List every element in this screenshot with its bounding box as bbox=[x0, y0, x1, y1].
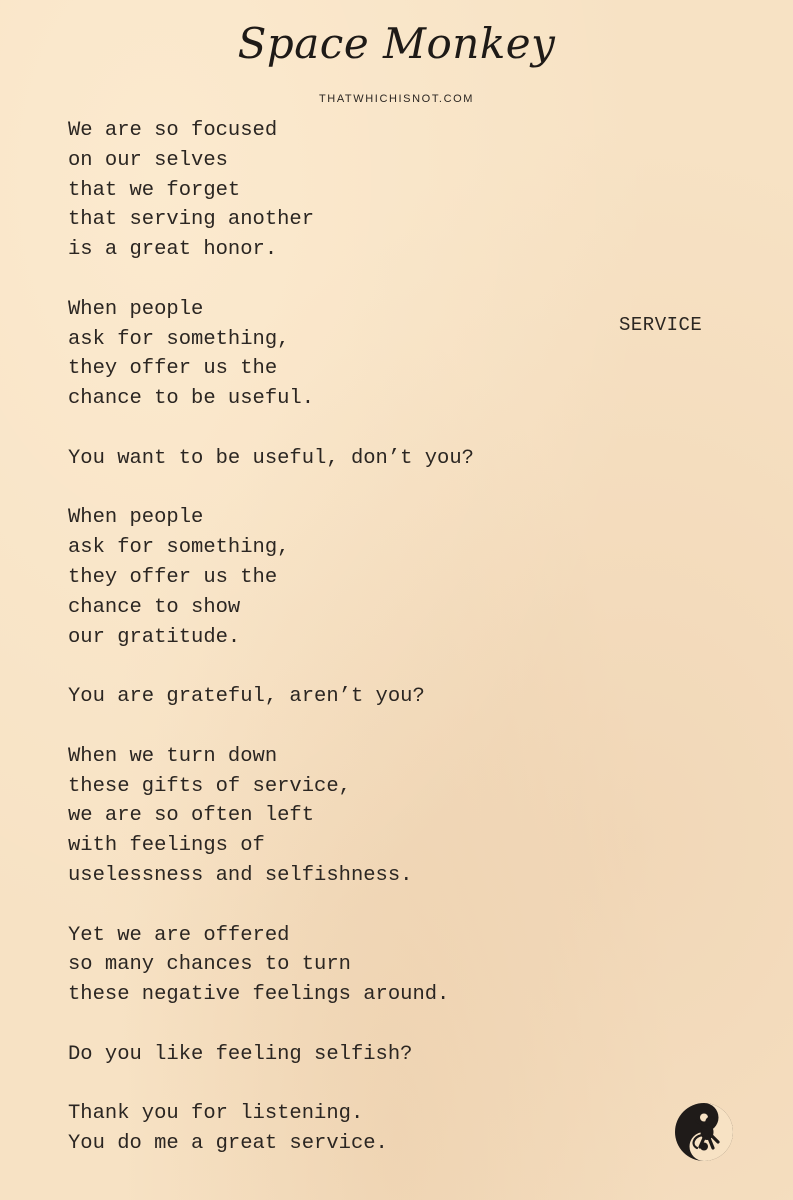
logo-title: Space Monkey bbox=[237, 19, 556, 68]
poem-line: When we turn down bbox=[68, 744, 278, 768]
poem-line: ask for something, bbox=[68, 327, 290, 351]
poem-line: we are so often left bbox=[68, 804, 315, 828]
poem-line: these gifts of service, bbox=[68, 774, 351, 798]
poem-line: these negative feelings around. bbox=[68, 983, 450, 1007]
poem-line: When people bbox=[68, 297, 204, 321]
stanza bbox=[68, 116, 588, 265]
logo-subtitle: THATWHICHISNOT.COM bbox=[318, 93, 475, 105]
space-monkey-yin-yang-icon bbox=[673, 1101, 735, 1163]
poem-line: that serving another bbox=[68, 208, 315, 232]
poem-line: on our selves bbox=[68, 148, 228, 172]
page-header bbox=[0, 0, 793, 112]
stanza bbox=[68, 1040, 588, 1070]
space-monkey-yin-yang-svg bbox=[673, 1101, 735, 1163]
poem-line: Yet we are offered bbox=[68, 923, 290, 947]
poem-line: is a great honor. bbox=[68, 238, 278, 262]
poem-line: Thank you for listening. bbox=[68, 1102, 364, 1126]
stanza bbox=[68, 682, 588, 712]
stanza bbox=[68, 444, 588, 474]
poem-line: that we forget bbox=[68, 178, 241, 202]
stanza bbox=[68, 742, 588, 891]
poem-line: You do me a great service. bbox=[68, 1132, 388, 1156]
poem-line: You are grateful, aren’t you? bbox=[68, 685, 425, 709]
poem-line: chance to show bbox=[68, 595, 241, 619]
poem-line: uselessness and selfishness. bbox=[68, 863, 413, 887]
stanza bbox=[68, 295, 588, 414]
stanza bbox=[68, 921, 588, 1010]
poem-title: SERVICE bbox=[619, 314, 703, 336]
poem-line: We are so focused bbox=[68, 119, 278, 142]
poem-line: When people bbox=[68, 506, 204, 530]
poem-line: Do you like feeling selfish? bbox=[68, 1042, 413, 1066]
stanza bbox=[68, 1099, 588, 1159]
poem-body bbox=[68, 116, 588, 1159]
poem-line: our gratitude. bbox=[68, 625, 241, 649]
poem-line: chance to be useful. bbox=[68, 387, 315, 411]
poem-line: they offer us the bbox=[68, 357, 278, 381]
poem-line: with feelings of bbox=[68, 834, 265, 858]
poem-line: ask for something, bbox=[68, 536, 290, 560]
stanza bbox=[68, 503, 588, 652]
poem-line: so many chances to turn bbox=[68, 953, 351, 977]
poem-line: they offer us the bbox=[68, 565, 278, 589]
poem-line: You want to be useful, don’t you? bbox=[68, 446, 474, 470]
